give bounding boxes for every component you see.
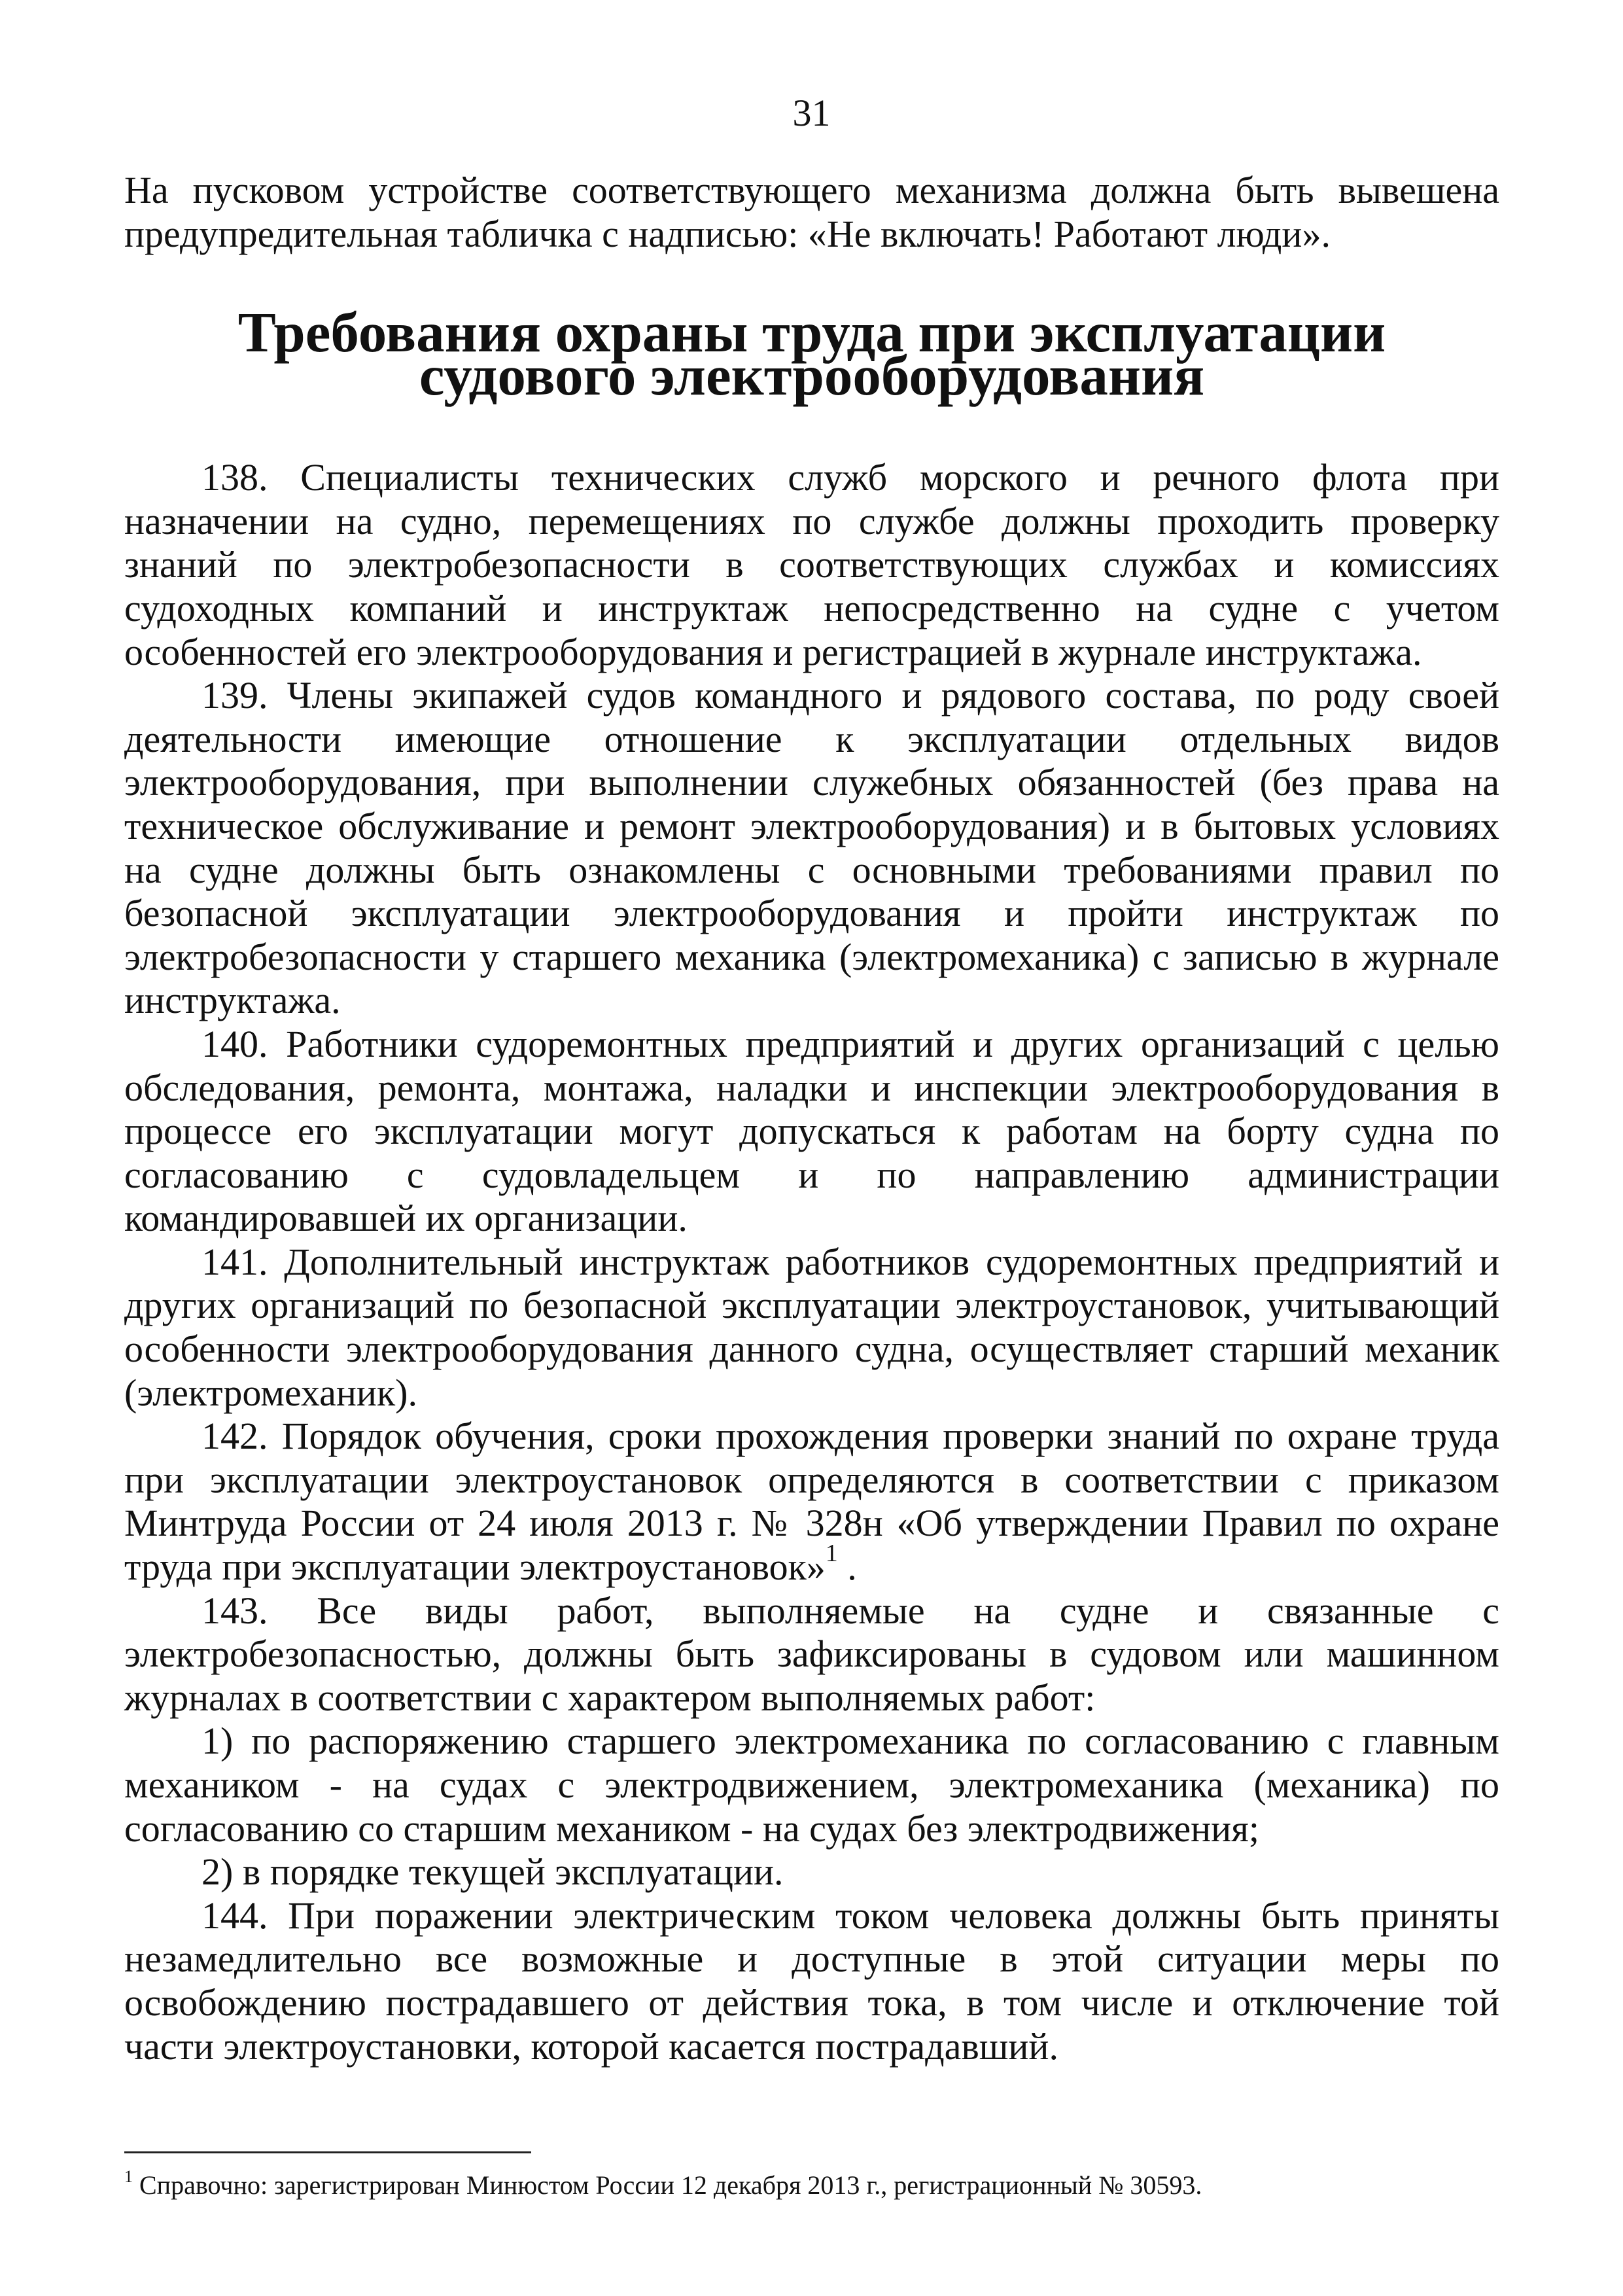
text-line: электробезопасностью, должны быть зафиксированы в судовом или машинном: [124, 1633, 1499, 1676]
text-line: командировавшей их организации.: [124, 1197, 688, 1240]
text-line: журналах в соответствии с характером выполняемых работ:: [124, 1676, 1096, 1719]
text-line: незамедлительно все возможные и доступные в этой ситуации меры по: [124, 1937, 1499, 1981]
footnote-divider: [124, 2151, 531, 2153]
text-line: освобождению пострадавшего от действия тока, в том числе и отключение той: [124, 1981, 1499, 2024]
text-segment: труда при эксплуатации электроустановок»: [124, 1545, 826, 1589]
footnote-text: Справочно: зарегистрирован Минюстом России 12 декабря 2013 г., регистрационный № 30593.: [139, 2170, 1202, 2200]
text-line: процессе его эксплуатации могут допускаться к работам на борту судна по: [124, 1110, 1499, 1153]
section-heading: Требования охраны труда при эксплуатации судового электрооборудования: [237, 300, 1386, 408]
text-line: механиком - на судах с электродвижением, электромеханика (механика) по: [124, 1763, 1499, 1806]
intro-paragraph: [124, 169, 1499, 256]
text-line: 139. Члены экипажей судов командного и рядового состава, по роду своей: [201, 674, 1499, 717]
text-line: назначении на судно, перемещениях по службе должны проходить проверку: [124, 499, 1499, 542]
text-line: обследования, ремонта, монтажа, наладки и инспекции электрооборудования в: [124, 1066, 1499, 1109]
text-segment: .: [837, 1545, 857, 1589]
text-line: других организаций по безопасной эксплуатации электроустановок, учитывающий: [124, 1284, 1499, 1327]
page-number: 31: [792, 92, 831, 134]
text-line: (электромеханик).: [124, 1371, 417, 1414]
text-line: На пусковом устройстве соответствующего механизма должна быть вывешена: [124, 169, 1499, 211]
paragraph-140: [124, 1023, 1499, 1241]
footnote-reference: 1: [825, 1540, 838, 1568]
footnote-marker: 1: [124, 2167, 133, 2186]
document-body: [124, 169, 1499, 2068]
text-line: 2) в порядке текущей эксплуатации.: [201, 1850, 784, 1894]
text-line: 142. Порядок обучения, сроки прохождения проверки знаний по охране труда: [201, 1415, 1499, 1458]
text-line: 1) по распоряжению старшего электромеханика по согласованию с главным: [201, 1720, 1499, 1763]
text-line: 141. Дополнительный инструктаж работников судоремонтных предприятий и: [201, 1240, 1499, 1283]
paragraph-141: [124, 1241, 1499, 1415]
text-line: инструктажа.: [124, 979, 341, 1022]
paragraph-138: [124, 456, 1499, 674]
text-line: деятельности имеющие отношение к эксплуатации отдельных видов: [124, 717, 1499, 760]
text-line: электрооборудования, при выполнении служебных обязанностей (без права на: [124, 761, 1499, 804]
text-line: согласованию с судовладельцем и по направлению администрации: [124, 1153, 1499, 1196]
list-item-1: [124, 1720, 1499, 1850]
text-line: электробезопасности у старшего механика (электромеханика) с записью в журнале: [124, 935, 1499, 978]
footnote: [124, 2169, 1499, 2202]
text-line: безопасной эксплуатации электрооборудования и пройти инструктаж по: [124, 892, 1499, 935]
text-line-with-footnote: [124, 1540, 1499, 1589]
text-line: особенности электрооборудования данного судна, осуществляет старший механик: [124, 1328, 1499, 1371]
paragraph-144: [124, 1894, 1499, 2068]
text-line: особенностей его электрооборудования и регистрацией в журнале инструктажа.: [124, 630, 1422, 673]
list-item-2: [124, 1850, 1499, 1894]
text-line: знаний по электробезопасности в соответствующих службах и комиссиях: [124, 543, 1499, 586]
text-line: 143. Все виды работ, выполняемые на судне и связанные с: [201, 1589, 1499, 1632]
paragraph-143: [124, 1589, 1499, 1720]
text-line: техническое обслуживание и ремонт электрооборудования) и в бытовых условиях: [124, 804, 1499, 847]
text-line: 144. При поражении электрическим током человека должны быть приняты: [201, 1894, 1499, 1937]
paragraph-139: [124, 674, 1499, 1023]
text-line: судоходных компаний и инструктаж непосредственно на судне с учетом: [124, 586, 1499, 629]
text-line: 138. Специалисты технических служб морского и речного флота при: [201, 456, 1499, 499]
text-line: при эксплуатации электроустановок определяются в соответствии с приказом: [124, 1458, 1499, 1501]
text-line: предупредительная табличка с надписью: «Не включать! Работают люди».: [124, 212, 1331, 255]
text-line: части электроустановки, которой касается пострадавший.: [124, 2024, 1058, 2068]
text-line: Минтруда России от 24 июля 2013 г. № 328н «Об утверждении Правил по охране: [124, 1502, 1499, 1545]
paragraph-142: [124, 1415, 1499, 1589]
text-line: на судне должны быть ознакомлены с основными требованиями правил по: [124, 848, 1499, 891]
text-line: 140. Работники судоремонтных предприятий и других организаций с целью: [201, 1022, 1499, 1065]
text-line: согласованию со старшим механиком - на судах без электродвижения;: [124, 1807, 1260, 1850]
